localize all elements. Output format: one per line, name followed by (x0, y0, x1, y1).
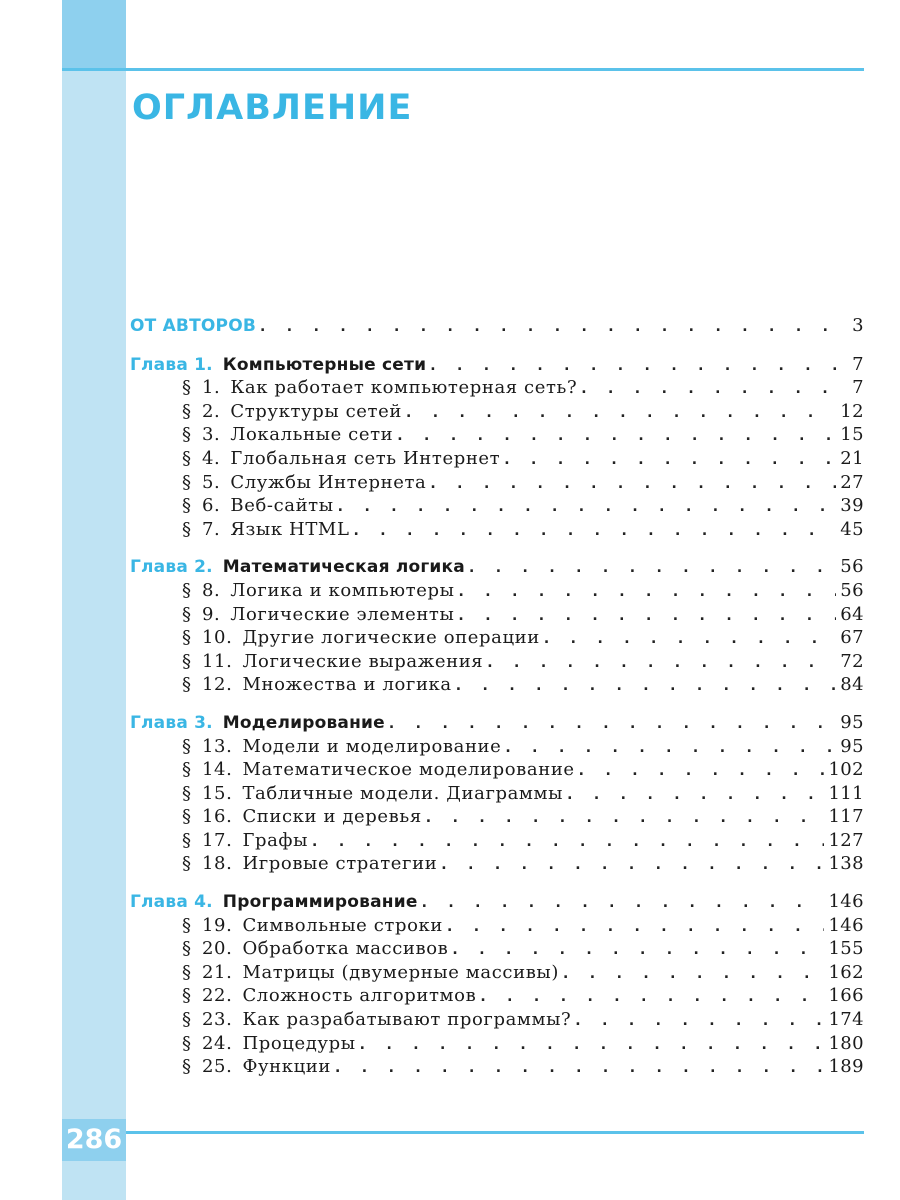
section-heading (182, 937, 448, 961)
toc-section-item[interactable] (130, 735, 864, 759)
page-number: 138 (828, 853, 864, 875)
section-number: 7. (202, 518, 221, 540)
dot-leader (447, 916, 824, 940)
section-title: Игровые стратегии (242, 853, 438, 875)
dot-leader (544, 628, 836, 652)
top-accent-block (62, 0, 126, 70)
chapter-heading (130, 354, 426, 378)
dot-leader (426, 807, 825, 831)
section-number: 1. (202, 377, 221, 399)
section-title: Множества и логика (242, 674, 452, 696)
toc-section-item[interactable] (130, 400, 864, 424)
top-rule (62, 68, 864, 71)
section-title: Язык HTML (230, 518, 350, 540)
section-sign: § (182, 627, 192, 649)
page-number: 111 (828, 782, 864, 804)
section-heading (182, 423, 393, 447)
section-sign: § (182, 1056, 192, 1078)
page-number: 180 (828, 1032, 864, 1054)
section-title: Модели и моделирование (242, 735, 502, 757)
dot-leader (505, 737, 836, 761)
dot-leader (480, 986, 824, 1010)
dot-leader (354, 520, 837, 544)
toc-chapter-2[interactable] (130, 555, 864, 579)
section-title: Логические выражения (242, 650, 484, 672)
dot-leader (581, 378, 848, 402)
page-number: 117 (828, 806, 864, 828)
toc-section-item[interactable] (130, 914, 864, 938)
section-title: Другие логические операции (242, 627, 540, 649)
section-number: 16. (202, 806, 233, 828)
page-number: 15 (840, 424, 864, 446)
section-sign: § (182, 1032, 192, 1054)
section-number: 2. (202, 400, 221, 422)
page-number: 56 (840, 556, 864, 578)
section-number: 11. (202, 650, 233, 672)
section-number: 12. (202, 674, 233, 696)
section-sign: § (182, 495, 192, 517)
page-number: 45 (840, 518, 864, 540)
section-heading (182, 603, 454, 627)
section-number: 15. (202, 782, 233, 804)
toc-section-item[interactable] (130, 650, 864, 674)
section-number: 8. (202, 579, 221, 601)
section-sign: § (182, 961, 192, 983)
page-number: 146 (828, 914, 864, 936)
section-sign: § (182, 400, 192, 422)
dot-leader (389, 713, 836, 737)
section-heading (182, 1008, 571, 1032)
section-title: Логические элементы (230, 603, 455, 625)
section-number: 9. (202, 603, 221, 625)
section-title: Табличные модели. Диаграммы (242, 782, 564, 804)
section-heading (182, 673, 452, 697)
page-number: 95 (840, 735, 864, 757)
section-heading (182, 471, 426, 495)
section-title: Функции (242, 1056, 331, 1078)
dot-leader (430, 355, 848, 379)
section-title: Сложность алгоритмов (242, 985, 477, 1007)
section-sign: § (182, 806, 192, 828)
toc-section-item[interactable] (130, 805, 864, 829)
section-number: 22. (202, 985, 233, 1007)
section-heading (182, 829, 308, 853)
toc-chapter-1[interactable] (130, 353, 864, 377)
chapter-title: Программирование (222, 892, 418, 913)
toc-section-item[interactable] (130, 961, 864, 985)
section-title: Списки и деревья (242, 806, 422, 828)
section-heading (182, 1032, 356, 1056)
toc-section-item[interactable] (130, 937, 864, 961)
page-number: 189 (828, 1056, 864, 1078)
dot-leader (260, 316, 848, 340)
section-heading (182, 650, 483, 674)
page-number: 27 (840, 471, 864, 493)
section-title: Символьные строки (242, 914, 443, 936)
toc-section-item[interactable] (130, 1055, 864, 1079)
toc-chapter-3[interactable] (130, 711, 864, 735)
chapter-heading (130, 891, 418, 915)
section-heading (182, 914, 443, 938)
page-number: 162 (828, 961, 864, 983)
section-heading (182, 735, 501, 759)
section-sign: § (182, 1009, 192, 1031)
section-title: Логика и компьютеры (230, 579, 455, 601)
page-number: 64 (840, 603, 864, 625)
toc-section-item[interactable] (130, 1008, 864, 1032)
dot-leader (422, 892, 825, 916)
section-title: Матрицы (двумерные массивы) (242, 961, 559, 983)
section-title: Веб-сайты (230, 495, 334, 517)
section-sign: § (182, 424, 192, 446)
section-heading (182, 579, 455, 603)
side-color-band (62, 0, 126, 1200)
section-number: 6. (202, 495, 221, 517)
section-title: Как разрабатывают программы? (242, 1009, 572, 1031)
section-title: Процедуры (242, 1032, 356, 1054)
chapter-title: Компьютерные сети (222, 354, 427, 375)
toc-section-item[interactable] (130, 423, 864, 447)
dot-leader (452, 939, 824, 963)
page-number: 155 (828, 938, 864, 960)
section-number: 23. (202, 1009, 233, 1031)
section-heading (182, 1055, 331, 1079)
chapter-title: Моделирование (222, 712, 385, 733)
dot-leader (575, 1010, 824, 1034)
toc-section-item[interactable] (130, 852, 864, 876)
toc-section-item[interactable] (130, 829, 864, 853)
toc-entry-authors[interactable] (130, 314, 864, 338)
section-sign: § (182, 447, 192, 469)
page-number: 12 (840, 400, 864, 422)
section-sign: § (182, 735, 192, 757)
section-title: Как работает компьютерная сеть? (230, 377, 578, 399)
chapter-label: Глава 2. (130, 557, 213, 578)
page-number: 72 (840, 650, 864, 672)
dot-leader (458, 605, 836, 629)
section-sign: § (182, 782, 192, 804)
page-number: 39 (840, 495, 864, 517)
page-folio: 286 (65, 1124, 123, 1155)
section-title: Локальные сети (230, 424, 394, 446)
dot-leader (504, 449, 836, 473)
dot-leader (441, 854, 824, 878)
section-title: Математическое моделирование (242, 759, 575, 781)
page-number: 84 (840, 674, 864, 696)
chapter-list (130, 353, 864, 1079)
section-heading (182, 376, 577, 400)
section-sign: § (182, 985, 192, 1007)
section-sign: § (182, 759, 192, 781)
chapter-label: Глава 4. (130, 892, 213, 913)
page-number: 102 (828, 759, 864, 781)
chapter-label: Глава 3. (130, 712, 213, 733)
dot-leader (487, 652, 836, 676)
section-sign: § (182, 471, 192, 493)
toc-section-item[interactable] (130, 494, 864, 518)
chapter-label: Глава 1. (130, 354, 213, 375)
toc-section-item[interactable] (130, 518, 864, 542)
section-number: 17. (202, 829, 233, 851)
chapter-heading (130, 556, 465, 580)
toc-section-item[interactable] (130, 626, 864, 650)
toc-section-item[interactable] (130, 984, 864, 1008)
section-sign: § (182, 650, 192, 672)
chapter-title: Математическая логика (222, 557, 465, 578)
section-number: 10. (202, 627, 233, 649)
section-number: 20. (202, 938, 233, 960)
section-heading (182, 782, 563, 806)
dot-leader (360, 1034, 825, 1058)
page-number: 95 (840, 711, 864, 733)
section-sign: § (182, 377, 192, 399)
section-number: 3. (202, 424, 221, 446)
section-number: 18. (202, 853, 233, 875)
section-number: 5. (202, 471, 221, 493)
dot-leader (469, 557, 836, 581)
toc-section-item[interactable] (130, 579, 864, 603)
page-number: 166 (828, 985, 864, 1007)
toc-section-item[interactable] (130, 447, 864, 471)
dot-leader (456, 675, 837, 699)
dot-leader (579, 760, 825, 784)
section-number: 25. (202, 1056, 233, 1078)
section-heading (182, 447, 500, 471)
section-title: Графы (242, 829, 309, 851)
page-number: 146 (828, 891, 864, 913)
page-number: 67 (840, 627, 864, 649)
section-title: Обработка массивов (242, 938, 449, 960)
section-heading (182, 400, 402, 424)
page-number: 7 (852, 377, 864, 399)
toc-section-item[interactable] (130, 376, 864, 400)
toc-section-item[interactable] (130, 782, 864, 806)
toc-section-item[interactable] (130, 471, 864, 495)
dot-leader (567, 784, 824, 808)
section-number: 24. (202, 1032, 233, 1054)
section-heading (182, 852, 437, 876)
section-sign: § (182, 938, 192, 960)
section-title: Глобальная сеть Интернет (230, 447, 501, 469)
section-sign: § (182, 914, 192, 936)
section-heading (182, 805, 422, 829)
page-number: 21 (840, 447, 864, 469)
toc-section-item[interactable] (130, 1032, 864, 1056)
section-heading (182, 961, 559, 985)
section-sign: § (182, 579, 192, 601)
page-number: 127 (828, 829, 864, 851)
section-title: Структуры сетей (230, 400, 402, 422)
toc-section-item[interactable] (130, 603, 864, 627)
section-title: Службы Интернета (230, 471, 427, 493)
dot-leader (335, 1057, 824, 1081)
section-sign: § (182, 829, 192, 851)
dot-leader (563, 963, 824, 987)
section-heading (182, 518, 350, 542)
section-sign: § (182, 853, 192, 875)
page-number: 174 (828, 1009, 864, 1031)
page-number: 3 (852, 315, 864, 336)
toc-section-item[interactable] (130, 758, 864, 782)
dot-leader (406, 402, 836, 426)
dot-leader (397, 425, 836, 449)
page-title: ОГЛАВЛЕНИЕ (132, 88, 413, 128)
page-number: 56 (840, 579, 864, 601)
toc-section-item[interactable] (130, 673, 864, 697)
section-number: 14. (202, 759, 233, 781)
section-heading (182, 494, 334, 518)
dot-leader (338, 496, 837, 520)
section-heading (182, 984, 476, 1008)
chapter-heading (130, 712, 385, 736)
bottom-rule (62, 1131, 864, 1134)
table-of-contents (130, 314, 864, 1079)
page-number: 7 (852, 353, 864, 375)
section-number: 19. (202, 914, 233, 936)
section-sign: § (182, 603, 192, 625)
section-number: 13. (202, 735, 233, 757)
dot-leader (312, 831, 824, 855)
section-heading (182, 758, 575, 782)
section-sign: § (182, 674, 192, 696)
dot-leader (459, 581, 837, 605)
toc-chapter-4[interactable] (130, 890, 864, 914)
section-heading (182, 626, 540, 650)
section-number: 4. (202, 447, 221, 469)
entry-title: ОТ АВТОРОВ (130, 316, 256, 336)
dot-leader (430, 473, 836, 497)
section-sign: § (182, 518, 192, 540)
section-number: 21. (202, 961, 233, 983)
